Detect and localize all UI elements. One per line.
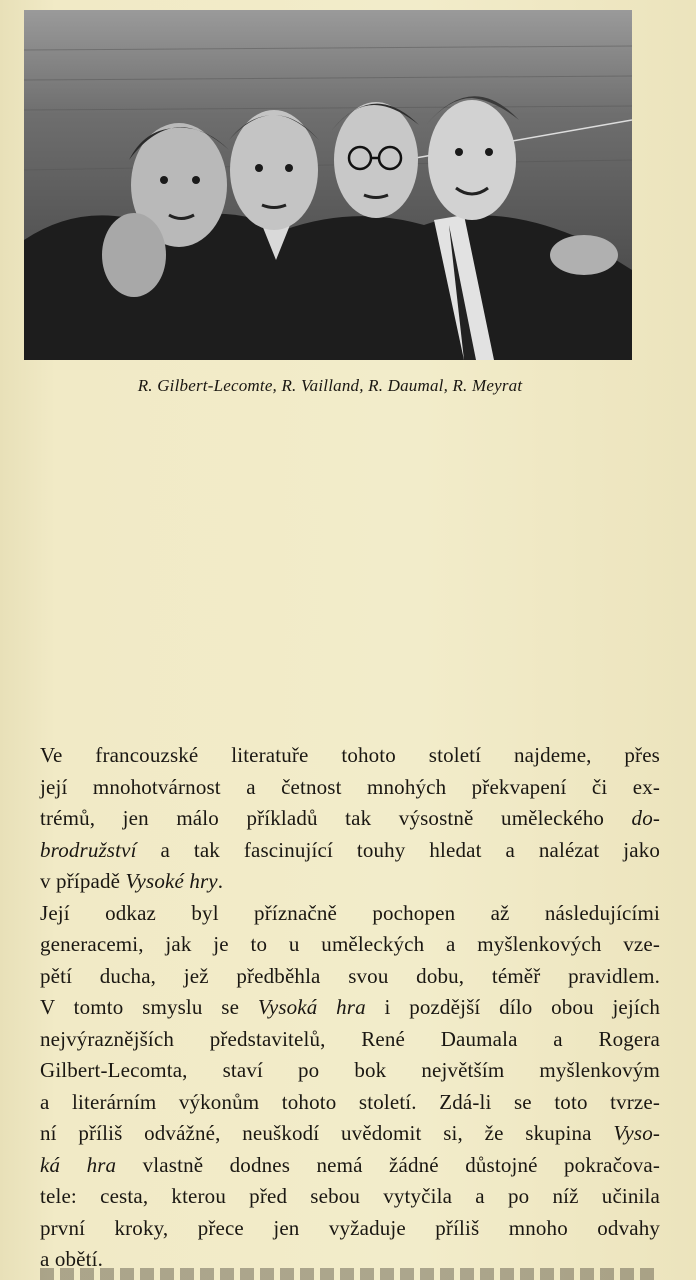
text-segment: Její odkaz byl příznačně pochopen až následujícími [40,900,660,925]
text-segment: v případě [40,869,126,893]
text-line [40,740,660,772]
text-line [40,835,660,867]
text-segment: ní příliš odvážné, neuškodí uvědomit si, že skupina [40,1121,614,1145]
text-segment: trémů, jen málo příkladů tak výsostně uměleckého [40,806,632,830]
text-line [40,1087,660,1119]
photo-image [24,10,632,360]
italic-segment: Vyso- [613,1121,660,1145]
text-segment: tele: cesta, kterou před sebou vytyčila a po níž učinila [40,1184,660,1208]
text-line [40,1055,660,1087]
text-segment: i pozdější dílo obou jejích [365,995,660,1019]
text-segment: a literárním výkonům tohoto století. Zdá-li se toto tvrze- [40,1089,660,1114]
text-segment: pětí ducha, jež předběhla svou dobu, téměř pravidlem. [40,963,660,988]
text-line [40,898,660,930]
text-segment: . [217,869,224,893]
group-portrait-photo [24,10,632,360]
text-line [40,803,660,835]
text-segment: V tomto smyslu se [40,995,258,1019]
text-line [40,1213,660,1245]
cut-off-next-line [40,1268,660,1280]
italic-segment: Vysoké hry [125,869,218,893]
text-line [40,1024,660,1056]
paragraph-2 [40,898,660,1276]
text-segment: Ve francouzské literatuře tohoto století najdeme, přes [40,743,660,767]
italic-segment: brodružství [40,837,137,862]
italic-segment: Vysoká hra [257,995,366,1019]
body-text [40,740,660,1276]
text-line [40,929,660,961]
text-segment: generacemi, jak je to u uměleckých a myšlenkových vze- [40,932,660,956]
photo-caption: R. Gilbert-Lecomte, R. Vailland, R. Daumal, R. Meyrat [137,376,523,395]
text-segment: a tak fascinující touhy hledat a nalézat jako [136,837,660,862]
text-segment: Gilbert-Lecomta, staví po bok největším myšlenkovým [40,1058,660,1082]
text-line [40,866,660,898]
italic-segment: ká hra [40,1152,117,1177]
paragraph-1 [40,740,660,898]
text-segment: první kroky, přece jen vyžaduje příliš mnoho odvahy [40,1215,660,1240]
text-segment: vlastně dodnes nemá žádné důstojné pokračova- [116,1152,660,1177]
text-segment: nejvýraznějších představitelů, René Daumala a Rogera [40,1026,660,1051]
text-line [40,1150,660,1182]
text-line [40,1118,660,1150]
text-line [40,1181,660,1213]
text-line [40,992,660,1024]
text-line [40,772,660,804]
text-segment: a obětí. [40,1247,104,1271]
italic-segment: do- [631,806,660,830]
text-line [40,961,660,993]
text-segment: její mnohotvárnost a četnost mnohých překvapení či ex- [40,774,660,799]
